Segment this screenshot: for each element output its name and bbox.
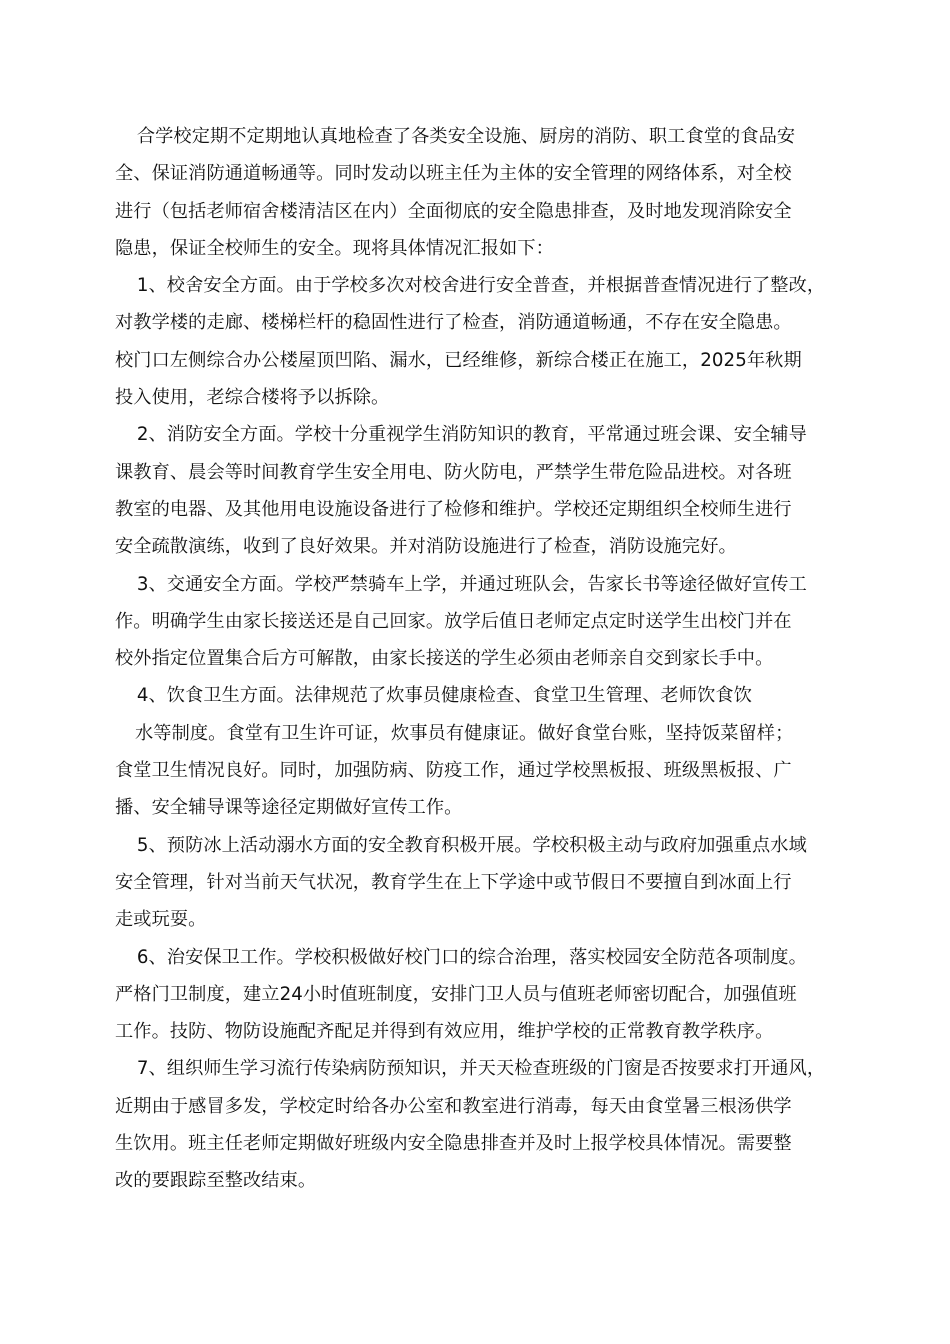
- text-line: 生饮用。班主任老师定期做好班级内安全隐患排查并及时上报学校具体情况。需要整: [115, 1133, 792, 1155]
- text-line: 校外指定位置集合后方可解散，由家长接送的学生必须由老师亲自交到家长手中。: [115, 648, 774, 670]
- item-7-paragraph: [115, 1050, 845, 1199]
- text-line: 食堂卫生情况良好。同时，加强防病、防疫工作，通过学校黑板报、班级黑板报、广: [115, 760, 792, 782]
- text-line: 改的要跟踪至整改结束。: [115, 1170, 317, 1192]
- text-line: 5、预防冰上活动溺水方面的安全教育积极开展。学校积极主动与政府加强重点水域: [136, 834, 807, 856]
- text-line: 教室的电器、及其他用电设施设备进行了检修和维护。学校还定期组织全校师生进行: [115, 498, 792, 520]
- document-body: [115, 118, 845, 1200]
- intro-paragraph: [115, 118, 845, 267]
- text-line: 6、治安保卫工作。学校积极做好校门口的综合治理，落实校园安全防范各项制度。: [136, 946, 807, 968]
- text-line: 播、安全辅导课等途径定期做好宣传工作。: [115, 797, 463, 819]
- item-4-paragraph: [115, 677, 845, 826]
- item-5-paragraph: [115, 827, 845, 939]
- text-line: 2、消防安全方面。学校十分重视学生消防知识的教育，平常通过班会课、安全辅导: [136, 424, 807, 446]
- text-line: 工作。技防、物防设施配齐配足并得到有效应用，维护学校的正常教育教学秩序。: [115, 1021, 774, 1043]
- text-line: 严格门卫制度，建立24小时值班制度，安排门卫人员与值班老师密切配合，加强值班: [115, 983, 797, 1005]
- text-line: 投入使用，老综合楼将予以拆除。: [115, 387, 390, 409]
- text-line: 3、交通安全方面。学校严禁骑车上学，并通过班队会，告家长书等途径做好宣传工: [136, 573, 807, 595]
- text-line: 进行（包括老师宿舍楼清洁区在内）全面彻底的安全隐患排查，及时地发现消除安全: [115, 200, 792, 222]
- text-line: 走或玩耍。: [115, 909, 207, 931]
- text-line: 隐患，保证全校师生的安全。现将具体情况汇报如下：: [115, 237, 554, 259]
- text-line: 课教育、晨会等时间教育学生安全用电、防火防电，严禁学生带危险品进校。对各班: [115, 461, 792, 483]
- text-line: 7、组织师生学习流行传染病防预知识，并天天检查班级的门窗是否按要求打开通风，: [136, 1058, 826, 1080]
- text-line: 全、保证消防通道畅通等。同时发动以班主任为主体的安全管理的网络体系，对全校: [115, 163, 792, 185]
- text-line: 水等制度。食堂有卫生许可证，炊事员有健康证。做好食堂台账，坚持饭菜留样；: [135, 722, 794, 744]
- text-line: 安全疏散演练，收到了良好效果。并对消防设施进行了检查，消防设施完好。: [115, 536, 737, 558]
- text-line: 4、饮食卫生方面。法律规范了炊事员健康检查、食堂卫生管理、老师饮食饮: [136, 685, 752, 707]
- item-2-paragraph: [115, 416, 845, 565]
- text-line: 对教学楼的走廊、楼梯栏杆的稳固性进行了检查，消防通道畅通，不存在安全隐患。: [115, 312, 792, 334]
- item-1-paragraph: [115, 267, 845, 416]
- text-line: 近期由于感冒多发，学校定时给各办公室和教室进行消毒，每天由食堂暑三根汤供学: [115, 1095, 792, 1117]
- item-6-paragraph: [115, 939, 845, 1051]
- text-line: 作。明确学生由家长接送还是自己回家。放学后值日老师定点定时送学生出校门并在: [115, 610, 792, 632]
- text-line: 合学校定期不定期地认真地检查了各类安全设施、厨房的消防、职工食堂的食品安: [136, 126, 796, 147]
- text-line: 校门口左侧综合办公楼屋顶凹陷、漏水，已经维修，新综合楼正在施工，2025年秋期: [115, 349, 802, 371]
- text-line: 安全管理，针对当前天气状况，教育学生在上下学途中或节假日不要擅自到冰面上行: [115, 871, 792, 893]
- text-line: 1、校舍安全方面。由于学校多次对校舍进行安全普查，并根据普查情况进行了整改，: [136, 275, 826, 297]
- item-3-paragraph: [115, 566, 845, 678]
